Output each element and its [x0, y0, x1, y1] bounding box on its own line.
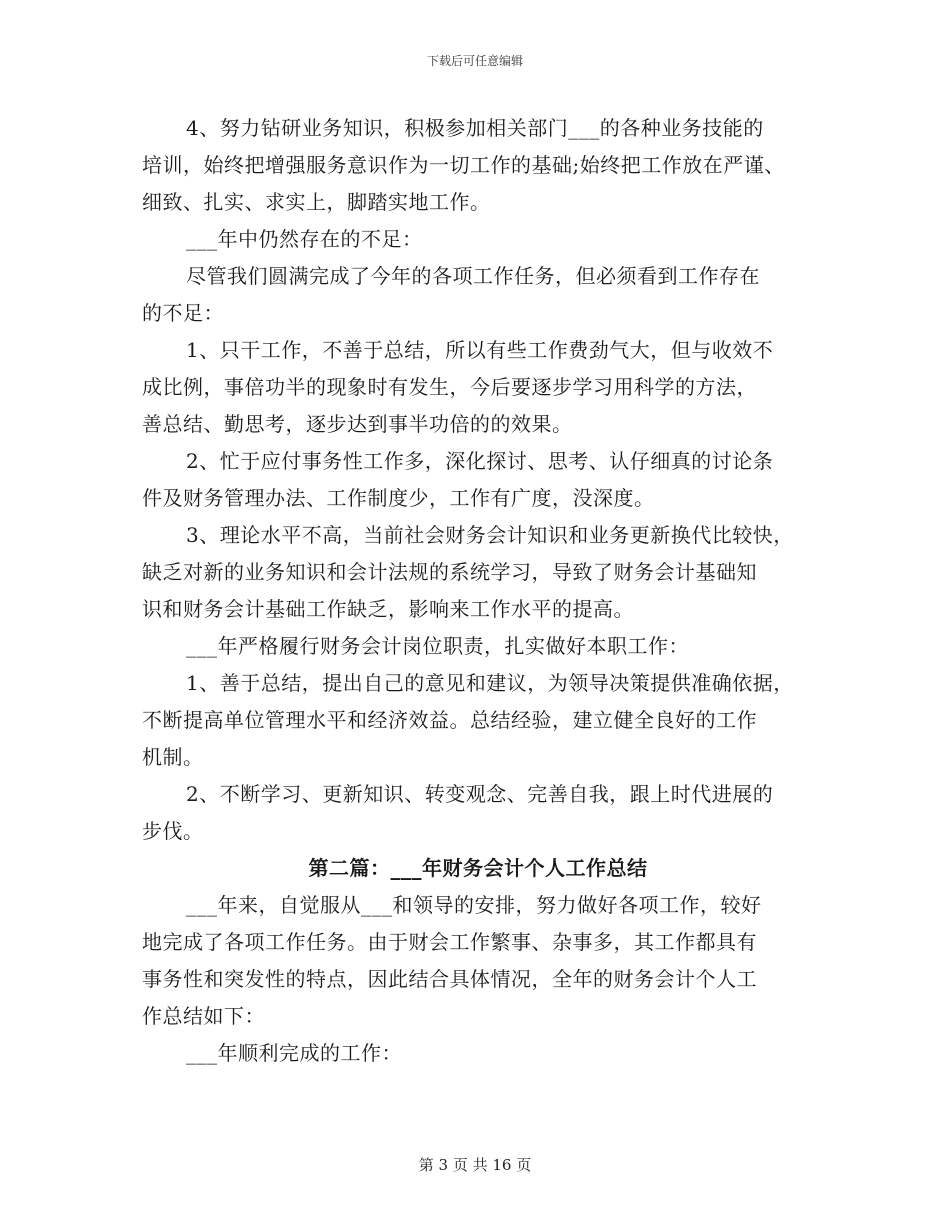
section-heading: ___年中仍然存在的不足：	[186, 227, 423, 251]
text-line: 尽管我们圆满完成了今年的各项工作任务，但必须看到工作存在	[186, 264, 760, 288]
text-line: 识和财务会计基础工作缺乏，影响来工作水平的提高。	[142, 597, 634, 621]
document-body	[142, 110, 814, 1072]
text-line: ___年来，自觉服从___和领导的安排，努力做好各项工作，较好	[186, 893, 762, 917]
text-line: 机制。	[142, 745, 204, 769]
chapter-title: 第二篇：___年财务会计个人工作总结	[308, 856, 648, 880]
text-line: 步伐。	[142, 819, 204, 843]
text-line: 1、只干工作，不善于总结，所以有些工作费劲气大，但与收效不	[186, 338, 774, 362]
text-line: 2、忙于应付事务性工作多，深化探讨、思考、认仔细真的讨论条	[186, 449, 774, 473]
text-line: 地完成了各项工作任务。由于财会工作繁事、杂事多，其工作都具有	[142, 930, 757, 954]
text-line: 2、不断学习、更新知识、转变观念、完善自我，跟上时代进展的	[186, 782, 774, 806]
page-header-note: 下载后可任意编辑	[426, 54, 523, 68]
text-line: 细致、扎实、求实上，脚踏实地工作。	[142, 190, 491, 214]
page-number: 第 3 页 共 16 页	[418, 1156, 532, 1174]
text-line: 作总结如下：	[142, 1004, 265, 1028]
text-line: 培训，始终把增强服务意识作为一切工作的基础;始终把工作放在严谨、	[142, 153, 785, 177]
text-line: 1、善于总结，提出自己的意见和建议，为领导决策提供准确依据，	[186, 671, 794, 695]
text-line: 4、努力钻研业务知识，积极参加相关部门___的各种业务技能的	[186, 116, 764, 140]
text-line: 善总结、勤思考，逐步达到事半功倍的的效果。	[142, 412, 573, 436]
text-line: 事务性和突发性的特点，因此结合具体情况，全年的财务会计个人工	[142, 967, 757, 991]
text-line: 缺乏对新的业务知识和会计法规的系统学习，导致了财务会计基础知	[142, 560, 757, 584]
text-line: 成比例，事倍功半的现象时有发生，今后要逐步学习用科学的方法，	[142, 375, 757, 399]
section-heading: ___年严格履行财务会计岗位职责，扎实做好本职工作：	[186, 634, 689, 658]
text-line: 的不足：	[142, 301, 224, 325]
text-line: 不断提高单位管理水平和经济效益。总结经验，建立健全良好的工作	[142, 708, 757, 732]
section-heading: ___年顺利完成的工作：	[186, 1041, 402, 1065]
text-line: 件及财务管理办法、工作制度少，工作有广度，没深度。	[142, 486, 655, 510]
text-line: 3、理论水平不高，当前社会财务会计知识和业务更新换代比较快，	[186, 523, 794, 547]
